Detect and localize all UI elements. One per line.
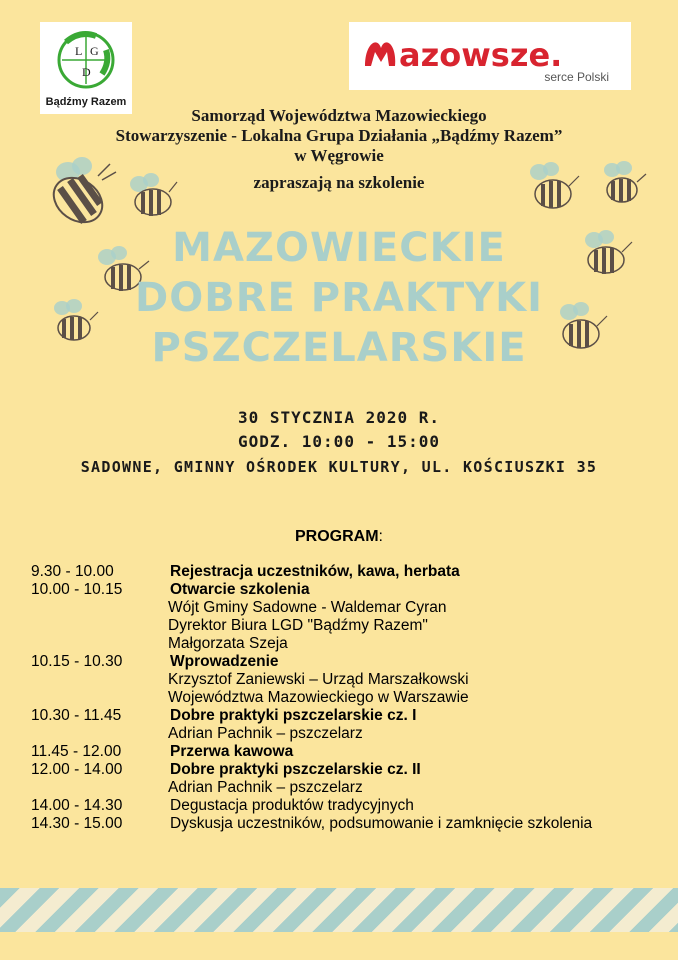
- event-date: 30 STYCZNIA 2020 R.: [237, 408, 441, 427]
- program-detail: Adrian Pachnik – pszczelarz: [168, 725, 363, 742]
- program-time: 12.00 - 14.00: [31, 761, 123, 778]
- svg-text:G: G: [90, 44, 99, 58]
- program-detail: Wójt Gminy Sadowne - Waldemar Cyran: [168, 599, 447, 616]
- mazowsze-logo: [349, 22, 631, 90]
- organizer-line-3: w Węgrowie: [294, 146, 384, 165]
- organizer-line-2: Stowarzyszenie - Lokalna Grupa Działania „Bądźmy Razem”: [115, 126, 563, 145]
- program-title: Dobre praktyki pszczelarskie cz. I: [170, 707, 417, 724]
- program-title: Rejestracja uczestników, kawa, herbata: [170, 563, 460, 580]
- program-detail: Krzysztof Zaniewski – Urząd Marszałkowski: [168, 671, 469, 688]
- program-detail: Małgorzata Szeja: [168, 635, 288, 652]
- svg-text:L: L: [75, 44, 83, 58]
- program-heading-text: PROGRAM: [294, 528, 379, 545]
- program-title: Dyskusja uczestników, podsumowanie i zamknięcie szkolenia: [170, 815, 593, 832]
- program-title: Degustacja produktów tradycyjnych: [170, 797, 414, 814]
- lgd-logo-name: Bądźmy Razem: [45, 96, 127, 108]
- program-time: 9.30 - 10.00: [31, 563, 114, 580]
- event-place: SADOWNE, GMINNY OŚRODEK KULTURY, UL. KOŚCIUSZKI 35: [80, 458, 598, 476]
- program-time: 10.15 - 10.30: [31, 653, 123, 670]
- title-line-3: PSZCZELARSKIE: [151, 325, 527, 371]
- lgd-logo: [40, 22, 132, 114]
- program-title: Dobre praktyki pszczelarskie cz. II: [170, 761, 421, 778]
- program-time: 14.30 - 15.00: [31, 815, 123, 832]
- decorative-stripe-band: [0, 888, 678, 932]
- program-heading: [0, 528, 678, 546]
- title-line-2: DOBRE PRAKTYKI: [135, 275, 543, 321]
- bee-icon: [600, 160, 655, 210]
- program-detail: Województwa Mazowieckiego w Warszawie: [168, 689, 469, 706]
- program-detail: Dyrektor Biura LGD "Bądźmy Razem": [168, 617, 428, 634]
- program-title: Wprowadzenie: [170, 653, 279, 670]
- bee-icon: [527, 160, 587, 218]
- program-detail: Adrian Pachnik – pszczelarz: [168, 779, 363, 796]
- title-line-1: MAZOWIECKIE: [172, 225, 506, 271]
- program-time: 14.00 - 14.30: [31, 797, 123, 814]
- svg-text:D: D: [82, 65, 91, 79]
- program-time: 10.00 - 10.15: [31, 581, 123, 598]
- program-time: 11.45 - 12.00: [31, 743, 122, 760]
- svg-text:azowsze.: azowsze.: [399, 36, 563, 74]
- invitation-line: zapraszają na szkolenie: [253, 173, 425, 192]
- event-hours: GODZ. 10:00 - 15:00: [237, 432, 441, 451]
- program-heading-colon: :: [378, 528, 383, 545]
- program-title: Przerwa kawowa: [170, 743, 294, 760]
- mazowsze-tagline: serce Polski: [544, 70, 609, 84]
- program-title: Otwarcie szkolenia: [170, 581, 310, 598]
- organizer-line-1: Samorząd Województwa Mazowieckiego: [191, 106, 487, 125]
- program-time: 10.30 - 11.45: [31, 707, 122, 724]
- bee-icon: [125, 170, 185, 225]
